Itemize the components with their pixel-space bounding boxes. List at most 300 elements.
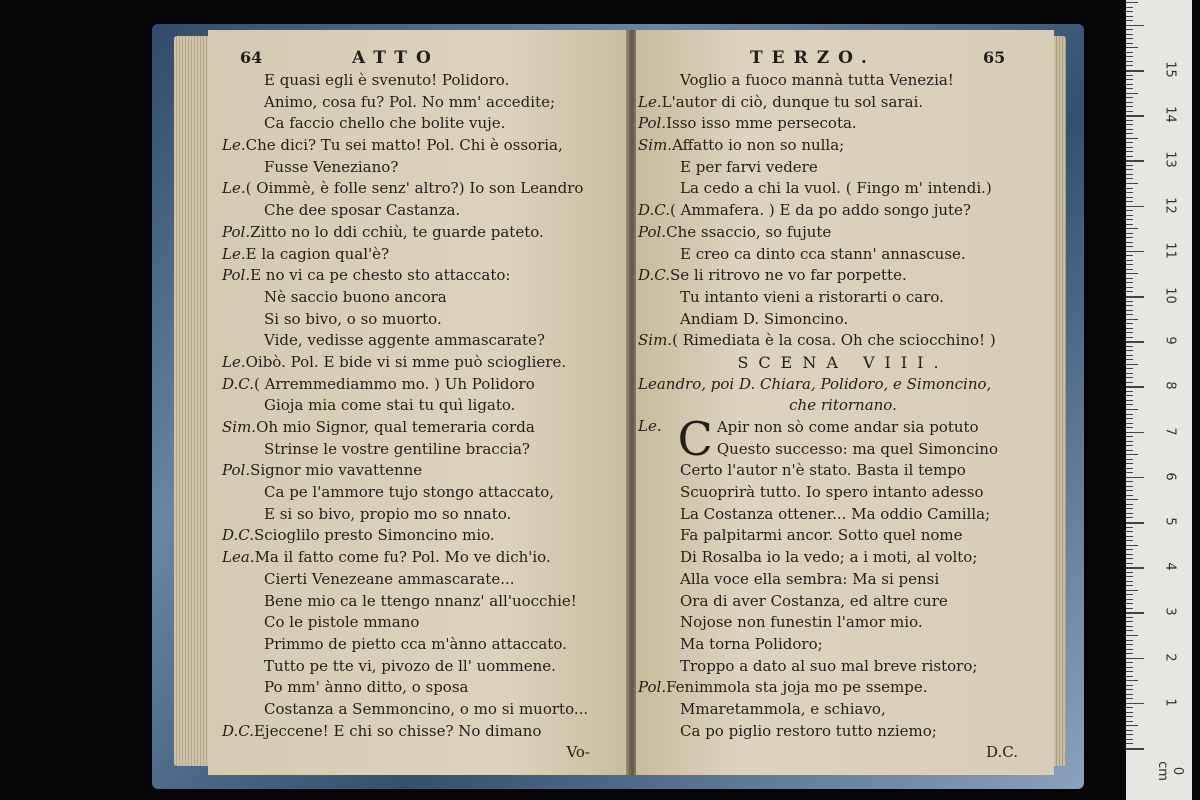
ruler-tick [1126,653,1133,654]
ruler-tick [1126,34,1133,35]
ruler-tick [1126,395,1133,396]
verse-line [222,157,620,179]
speaker-label: Pol. [222,222,251,241]
line-text: Ca pe l'ammore tujo stongo attaccato, [264,483,555,502]
ruler-tick [1126,517,1133,518]
line-text: ( Oimmè, è folle senz' altro?) Io son Leandro [245,179,584,198]
ruler-tick [1126,106,1133,107]
ruler-tick [1126,680,1138,681]
ruler-tick [1126,536,1133,537]
ruler-number: 14 [1162,106,1178,123]
verse-line [222,612,620,634]
ruler-tick [1126,147,1133,148]
ruler-tick [1126,472,1133,473]
ruler-tick [1126,11,1133,12]
ruler-unit-label: 0 cm [1155,761,1185,781]
line-text: Che dici? Tu sei matto! Pol. Chi è ossoria, [245,136,563,155]
line-text: Fusse Veneziano? [264,157,399,176]
ruler-number: 15 [1162,61,1178,78]
ruler-number: 1 [1162,698,1178,707]
line-text: Troppo a dato al suo mal breve ristoro; [680,656,978,675]
ruler-tick [1126,640,1133,641]
ruler-number: 11 [1162,242,1178,259]
speaker-label: Le. [638,92,662,111]
ruler-tick [1126,391,1133,392]
line-text: L'autor di ciò, dunque tu sol sarai. [661,92,924,111]
ruler-tick [1126,269,1133,270]
line-text: La cedo a chi la vuol. ( Fingo m' intendi.) [680,179,992,198]
scene-heading: SCENA VIII. [737,352,949,372]
verse-line [638,265,1048,287]
ruler-tick [1126,409,1138,410]
ruler-tick [1126,61,1133,62]
line-text: Gioja mia come stai tu quì ligato. [264,396,516,415]
verse-line [222,569,620,591]
ruler-tick [1126,305,1133,306]
ruler-tick [1126,495,1133,496]
verse-line [222,591,620,613]
verse-line: Questo successo: ma quel Simoncino [716,439,998,458]
ruler-tick [1126,707,1133,708]
line-text: Oibò. Pol. E bide vi si mme può sciogliere. [245,352,567,371]
speaker-label: Le. [222,244,246,263]
verse-line [638,244,1048,266]
line-text: Mmaretammola, e schiavo, [680,699,886,718]
speaker-label: Lea. [222,548,255,567]
line-text: E creo ca dinto cca stann' annascuse. [680,244,966,263]
ruler-tick [1126,671,1133,672]
verse-line [222,677,620,699]
verse-line [222,113,620,135]
ruler-tick [1126,278,1133,279]
ruler-tick [1126,608,1133,609]
ruler-tick [1126,70,1144,72]
ruler-tick [1126,400,1133,401]
right-page [636,30,1054,775]
ruler-tick [1126,206,1144,208]
verse-line [638,330,1048,352]
speaker-label: D.C. [638,201,670,220]
speaker-label: Le. [222,179,246,198]
line-text: E la cagion qual'è? [245,244,390,263]
verse-line [222,92,620,114]
ruler-tick [1126,169,1133,170]
line-text: E no vi ca pe chesto sto attaccato: [250,266,511,285]
ruler-tick [1126,264,1133,265]
ruler-tick [1126,93,1138,94]
ruler-number: 7 [1162,426,1178,436]
ruler-tick [1126,694,1133,695]
stage-direction: Leandro, poi D. Chiara, Polidoro, e Simoncino, [638,374,992,393]
ruler-tick [1126,97,1133,98]
ruler-tick [1126,459,1133,460]
ruler-tick [1126,590,1138,591]
left-text-block [222,70,620,742]
ruler-tick [1126,725,1138,726]
line-text: Tutto pe tte vi, pivozo de ll' uommene. [264,656,556,675]
ruler-tick [1126,296,1144,298]
catchword: D.C. [986,743,1018,762]
line-text: Tu intanto vieni a ristorarti o caro. [680,287,944,306]
ruler-tick [1126,658,1144,660]
verse-line [638,157,1048,179]
verse-line [222,417,620,439]
ruler-tick [1126,698,1133,699]
ruler-tick [1126,43,1133,44]
ruler-tick [1126,251,1144,253]
verse-line [638,612,1048,634]
ruler-tick [1126,612,1144,614]
speaker-label: D.C. [222,526,254,545]
verse-line [638,200,1048,222]
line-text: Che dee sposar Castanza. [264,201,461,220]
ruler-tick [1126,450,1133,451]
ruler-tick [1126,29,1133,30]
verse-line [638,677,1048,699]
ruler-tick [1126,7,1133,8]
verse-line [222,504,620,526]
ruler-tick [1126,504,1133,505]
speaker-label: D.C. [222,374,254,393]
verse-line [638,591,1048,613]
ruler-tick [1126,88,1133,89]
speaker-label: Le. [222,352,246,371]
ruler-tick [1126,490,1133,491]
ruler-tick [1126,350,1133,351]
verse-line [222,330,620,352]
ruler-tick [1126,25,1144,27]
ruler-tick [1126,111,1133,112]
page-edges-left [174,36,212,766]
ruler-tick [1126,386,1144,388]
line-text: Primmo de pietto cca m'ànno attaccato. [264,634,567,653]
ruler-tick [1126,282,1133,283]
ruler-tick [1126,572,1133,573]
ruler-tick [1126,368,1133,369]
line-text: Alla voce ella sembra: Ma si pensi [680,569,940,588]
ruler-tick [1126,567,1144,569]
verse-line [222,634,620,656]
speaker-label: Pol. [222,461,251,480]
verse-line [638,92,1048,114]
ruler-tick [1126,436,1133,437]
ruler-tick [1126,617,1133,618]
page-number: 65 [983,48,1006,67]
scene-opening [638,417,1048,460]
ruler-number: 4 [1162,562,1178,571]
ruler-tick [1126,332,1133,333]
verse-line [638,569,1048,591]
ruler-number: 13 [1162,151,1178,169]
ruler-tick [1126,215,1133,216]
ruler-tick [1126,346,1133,347]
line-text: Co le pistole mmano [264,613,420,632]
speaker-label: Le. [638,417,662,435]
line-text: Strinse le vostre gentiline braccia? [264,439,530,458]
ruler-tick [1126,310,1133,311]
page-number: 64 [240,48,263,67]
ruler-tick [1126,662,1133,663]
ruler-tick [1126,739,1133,740]
ruler-tick [1126,56,1133,57]
line-text: Fenimmola sta joja mo pe ssempe. [666,678,928,697]
verse-line [222,656,620,678]
ruler-tick [1126,192,1133,193]
speaker-label: Pol. [638,678,667,697]
ruler-tick [1126,454,1138,455]
ruler-tick [1126,301,1133,302]
line-text: Se li ritrovo ne vo far porpette. [669,266,907,285]
ruler-tick [1126,314,1133,315]
ruler-tick [1126,522,1144,524]
line-text: Costanza a Semmoncino, o mo si muorto... [264,699,589,718]
ruler-tick [1126,188,1133,189]
line-text: Scuoprirà tutto. Io spero intanto adesso [680,483,984,502]
line-text: Zitto no lo ddi cchiù, te guarde pateto. [250,222,544,241]
ruler-tick [1126,210,1133,211]
ruler-number: 10 [1162,287,1178,304]
line-text: E per farvi vedere [680,157,818,176]
ruler-tick [1126,228,1138,229]
speaker-label: Pol. [638,114,667,133]
ruler-tick [1126,685,1133,686]
ruler-tick [1126,174,1133,175]
verse-line [638,699,1048,721]
left-page [208,30,628,775]
ruler-tick [1126,423,1133,424]
ruler-tick [1126,635,1138,636]
verse-line [638,721,1048,743]
speaker-label: D.C. [222,721,254,740]
verse-line [222,200,620,222]
line-text: Affatto io non so nulla; [672,136,845,155]
verse-line [638,504,1048,526]
ruler-tick [1126,224,1133,225]
verse-line [222,352,620,374]
line-text: Po mm' ànno ditto, o sposa [264,678,469,697]
ruler-tick [1126,477,1144,479]
ruler-tick [1126,594,1133,595]
ruler-tick [1126,323,1133,324]
line-text: Bene mio ca le ttengo nnanz' all'uocchie! [264,591,577,610]
ruler-tick [1126,404,1133,405]
ruler-tick [1126,47,1138,48]
verse-line [638,113,1048,135]
verse-line [222,135,620,157]
verse-line [222,525,620,547]
ruler-tick [1126,414,1133,415]
ruler-tick [1126,581,1133,582]
ruler-number: 12 [1162,196,1178,214]
verse-line [638,547,1048,569]
verse-line [638,135,1048,157]
verse-line [222,721,620,743]
verse-line [638,460,1048,482]
speaker-label: Le. [222,136,246,155]
speaker-label: Sim. [638,136,673,155]
line-text: Che ssaccio, so fujute [666,222,832,241]
verse-line [638,525,1048,547]
verse-line [222,265,620,287]
ruler-tick [1126,65,1133,66]
ruler-tick [1126,748,1144,750]
ruler-tick [1126,716,1133,717]
line-text: Animo, cosa fu? Pol. No mm' accedite; [264,92,556,111]
ruler-tick [1126,260,1133,261]
line-text: Ejeccene! E chi so chisse? No dimano [253,721,542,740]
ruler-tick [1126,499,1138,500]
verse-line [638,634,1048,656]
line-text: Signor mio vavattenne [250,461,423,480]
ruler-tick [1126,418,1133,419]
line-text: Scioglilo presto Simoncino mio. [253,526,495,545]
running-head: TERZO. [750,48,876,68]
ruler-number: 9 [1162,336,1178,345]
ruler-tick [1126,138,1138,139]
verse-line [222,309,620,331]
ruler-tick [1126,554,1133,555]
ruler-tick [1126,219,1133,220]
drop-cap: C [677,417,713,461]
speaker-label: Pol. [222,266,251,285]
ruler-tick [1126,359,1133,360]
ruler-tick [1126,75,1133,76]
ruler-tick [1126,319,1138,320]
verse-line [638,309,1048,331]
line-text: Oh mio Signor, qual temeraria corda [256,418,535,436]
line-text: Isso isso mme persecota. [666,114,857,133]
ruler-tick [1126,644,1133,645]
ruler-tick [1126,183,1138,184]
ruler-tick [1126,626,1133,627]
verse-line [222,244,620,266]
ruler-number: 8 [1162,381,1178,391]
line-text: Vide, vedisse aggente ammascarate? [264,331,545,350]
ruler-tick [1126,156,1133,157]
ruler-tick [1126,364,1138,365]
ruler-tick [1126,743,1133,744]
ruler-tick [1126,237,1133,238]
ruler-tick [1126,463,1133,464]
ruler-tick [1126,84,1133,85]
ruler-tick [1126,287,1133,288]
ruler-tick [1126,432,1144,434]
ruler-tick [1126,576,1133,577]
ruler-tick [1126,102,1133,103]
ruler-tick [1126,734,1133,735]
ruler-tick [1126,703,1144,705]
ruler-tick [1126,441,1133,442]
verse-line [638,482,1048,504]
catchword: Vo- [566,743,590,762]
ruler-number: 3 [1162,607,1178,617]
verse-line [222,482,620,504]
ruler-tick [1126,730,1133,731]
ruler-tick [1126,233,1133,234]
verse-line [638,70,1048,92]
ruler-number: 6 [1162,472,1178,481]
ruler-tick [1126,468,1133,469]
ruler-tick [1126,201,1133,202]
line-text: Fa palpitarmi ancor. Sotto quel nome [680,526,963,545]
line-text: Ma il fatto come fu? Pol. Mo ve dich'io. [254,548,551,567]
ruler-tick [1126,16,1133,17]
line-text: Ca po piglio restoro tutto nziemo; [680,721,937,740]
ruler-tick [1126,328,1133,329]
ruler-tick [1126,246,1133,247]
line-text: Nè saccio buono ancora [264,287,447,306]
speaker-label: D.C. [638,266,670,285]
verse-line [638,178,1048,200]
line-text: ( Ammafera. ) E da po addo songo jute? [669,201,971,220]
line-text: La Costanza ottener... Ma oddio Camilla; [680,504,991,523]
ruler-tick [1126,197,1133,198]
verse-line [222,460,620,482]
ruler-tick [1126,545,1138,546]
ruler-tick [1126,382,1133,383]
line-text: Nojose non funestin l'amor mio. [680,613,923,632]
ruler-tick [1126,513,1133,514]
line-text: Voglio a fuoco mannà tutta Venezia! [680,71,954,89]
verse-line [222,439,620,461]
verse-line [222,222,620,244]
verse-line: Apir non sò come andar sia potuto [716,418,979,436]
right-text-block-b [638,460,1048,742]
stage-direction-cont: che ritornano. [789,396,897,415]
line-text: E si so bivo, propio mo so nnato. [264,504,512,523]
ruler-tick [1126,558,1133,559]
ruler-tick [1126,721,1133,722]
ruler-tick [1126,630,1133,631]
ruler-tick [1126,120,1133,121]
ruler-tick [1126,427,1133,428]
ruler-tick [1126,115,1144,117]
ruler-number: 5 [1162,517,1178,526]
ruler-tick [1126,486,1133,487]
ruler-tick [1126,481,1133,482]
verse-line [638,287,1048,309]
ruler-tick [1126,273,1138,274]
right-header [638,48,1048,70]
line-text: Ma torna Polidoro; [680,634,823,653]
left-header [222,48,620,70]
line-text: Si so bivo, o so muorto. [264,309,442,328]
ruler-tick [1126,712,1133,713]
ruler-tick [1126,165,1133,166]
ruler-tick [1126,178,1133,179]
ruler-tick [1126,142,1133,143]
speaker-label: Pol. [638,222,667,241]
ruler-tick [1126,676,1133,677]
verse-line [222,70,620,92]
ruler-tick [1126,621,1133,622]
ruler-tick [1126,133,1133,134]
line-text: Ca faccio chello che bolite vuje. [264,114,506,133]
ruler-tick [1126,527,1133,528]
line-text: E quasi egli è svenuto! Polidoro. [264,71,510,89]
right-text-block-a [638,70,1048,352]
ruler-tick [1126,341,1144,343]
ruler-tick [1126,20,1133,21]
ruler-tick [1126,603,1133,604]
ruler-tick [1126,508,1133,509]
speaker-label: Sim. [638,331,673,350]
ruler-tick [1126,445,1133,446]
ruler-tick [1126,79,1133,80]
ruler-tick [1126,52,1133,53]
running-head: ATTO [352,48,440,68]
line-text: Certo l'autor n'è stato. Basta il tempo [680,461,966,480]
